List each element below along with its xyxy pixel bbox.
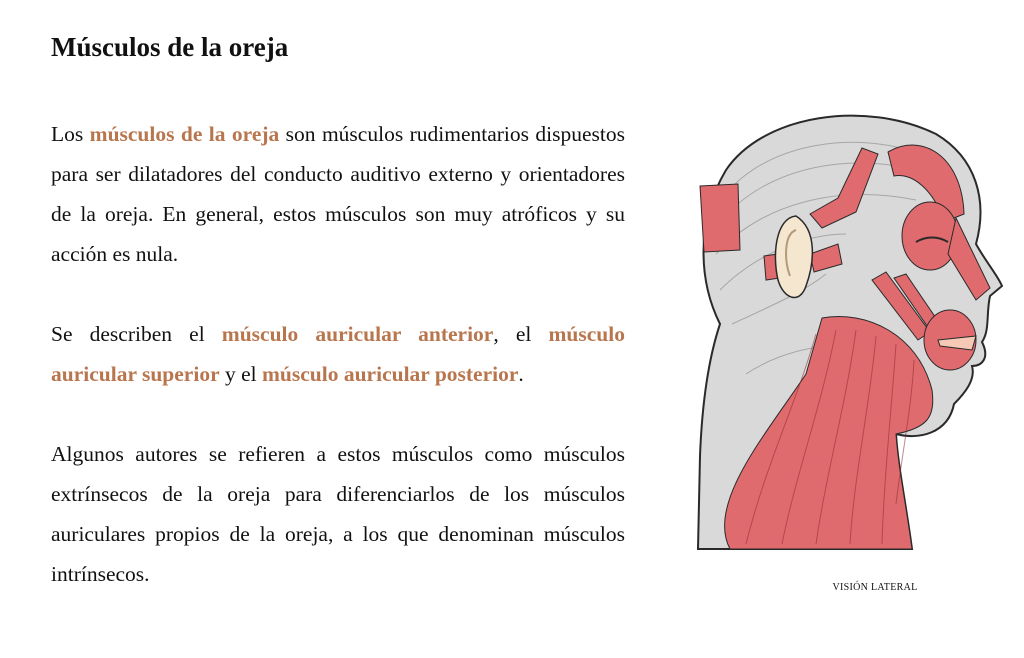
link-auricular-anterior[interactable]: músculo auricular anterior [221,322,494,346]
orbicularis-oculi [902,202,958,270]
paragraph-list: Se describen el músculo auricular anterior, el músculo auricular superior y el músculo auricular posterior. [51,322,625,386]
figure-caption: VISIÓN LATERAL [832,582,918,593]
ear [775,216,812,297]
article-body [51,114,625,634]
page-title: Músculos de la oreja [51,32,289,62]
link-auricular-posterior[interactable]: músculo auricular posterior [262,362,519,386]
link-auricular-superior[interactable]: músculo auricular superior [51,322,625,386]
occipital-muscle [700,184,740,252]
head-muscles-illustration [686,104,1004,556]
paragraph-intro: Los músculos de la oreja son músculos rudimentarios dispuestos para ser dilatadores del conducto auditivo externo y orientadores de la oreja. En general, estos músculos son muy atróficos y su acción es nula. [51,122,625,266]
link-musculos-oreja[interactable]: músculos de la oreja [89,122,280,146]
paragraph-note: Algunos autores se refieren a estos músculos como músculos extrínsecos de la oreja para diferenciarlos de los músculos auriculares propios de la oreja, a los que denominan músculos intrínsecos. [51,442,625,586]
